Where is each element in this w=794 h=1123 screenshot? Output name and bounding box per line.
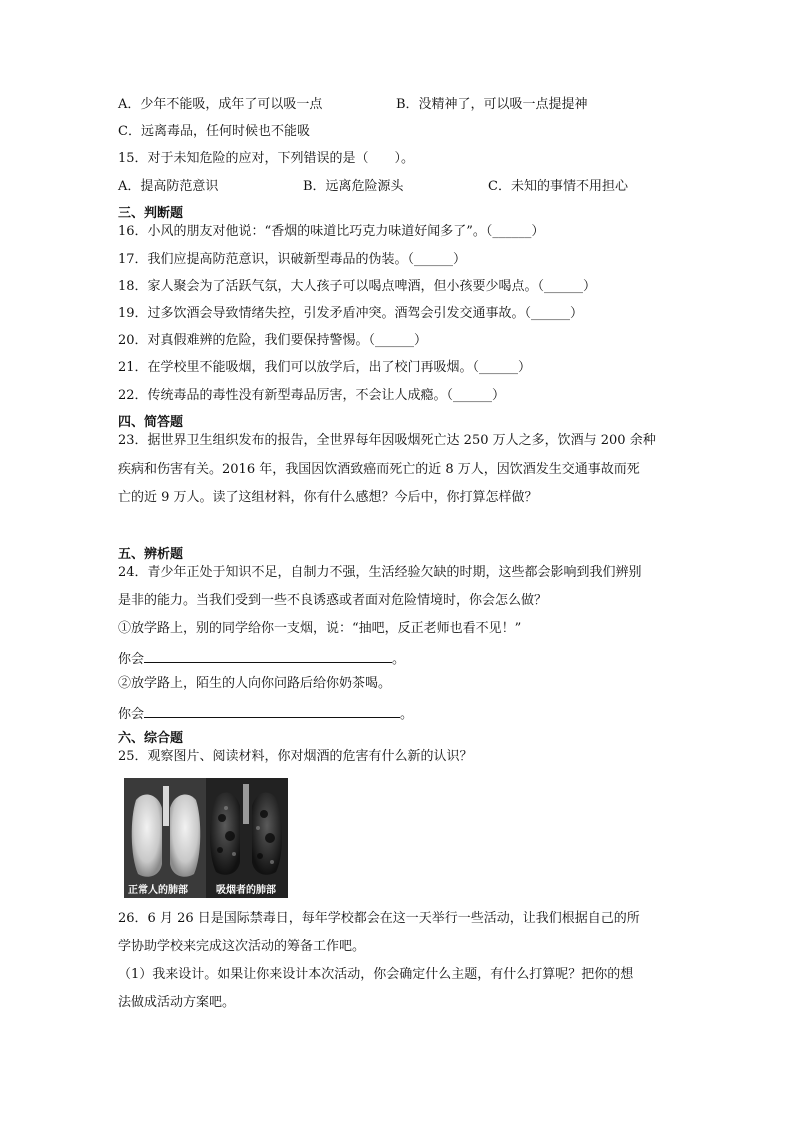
q19: 19．过多饮酒会导致情绪失控，引发矛盾冲突。酒驾会引发交通事故。（______） — [118, 306, 584, 321]
section-analysis-title: 五、辨析题 — [118, 547, 184, 562]
q15-stem: 15．对于未知危险的应对，下列错误的是（ ）。 — [118, 151, 415, 166]
q24-1-answer-blank[interactable] — [144, 648, 392, 663]
caption-normal-lung: 正常人的肺部 — [128, 885, 188, 896]
q24-sub-2-answer — [118, 703, 413, 724]
q24-line-1: 24．青少年正处于知识不足，自制力不强，生活经验欠缺的时期，这些都会影响到我们辨别 — [118, 565, 642, 580]
q24-sub-2: ②放学路上，陌生的人向你问路后给你奶茶喝。 — [118, 676, 392, 691]
smoker-left-lung — [210, 792, 240, 874]
q24-2-answer-blank[interactable] — [144, 703, 400, 718]
q26-line-2: 学协助学校来完成这次活动的筹备工作吧。 — [118, 939, 366, 954]
healthy-left-lung — [132, 794, 162, 876]
q25: 25．观察图片、阅读材料，你对烟酒的危害有什么新的认识？ — [118, 749, 473, 764]
section-judgement-title: 三、判断题 — [118, 206, 184, 221]
lung-comparison-photo — [124, 778, 288, 898]
q24-line-2: 是非的能力。当我们受到一些不良诱惑或者面对危险情境时，你会怎么做？ — [118, 593, 548, 608]
lung-illustration — [124, 778, 288, 898]
q21: 21．在学校里不能吸烟，我们可以放学后，出了校门再吸烟。（______） — [118, 360, 532, 375]
q23-line-1: 23．据世界卫生组织发布的报告，全世界每年因吸烟死亡达 250 万人之多，饮酒与 200 余种 — [118, 433, 656, 448]
q26-1-line-2: 法做成活动方案吧。 — [118, 995, 236, 1010]
section-short-answer-title: 四、简答题 — [118, 415, 184, 430]
q26-1-line-1: （1）我来设计。如果让你来设计本次活动，你会确定什么主题，有什么打算呢？把你的想 — [118, 967, 634, 982]
answer-prefix: 你会 — [118, 652, 145, 667]
answer-suffix: 。 — [392, 652, 406, 667]
answer-suffix: 。 — [400, 707, 414, 722]
q24-sub-1-answer — [118, 648, 405, 669]
q14-option-b: B．没精神了，可以吸一点提提神 — [396, 97, 588, 112]
q14-option-c: C．远离毒品，任何时候也不能吸 — [118, 124, 310, 139]
section-comprehensive-title: 六、综合题 — [118, 731, 184, 746]
q15-option-c: C．未知的事情不用担心 — [488, 179, 628, 194]
q23-line-3: 亡的近 9 万人。读了这组材料，你有什么感想？今后中，你打算怎样做？ — [118, 490, 538, 505]
answer-prefix: 你会 — [118, 707, 145, 722]
healthy-right-lung — [170, 794, 200, 876]
q16: 16．小风的朋友对他说：“香烟的味道比巧克力味道好闻多了”。（______） — [118, 224, 545, 239]
q17: 17．我们应提高防范意识，识破新型毒品的伪装。（______） — [118, 252, 467, 267]
q22: 22．传统毒品的毒性没有新型毒品厉害，不会让人成瘾。（______） — [118, 388, 506, 403]
q23-line-2: 疾病和伤害有关。2016 年，我国因饮酒致癌而死亡的近 8 万人，因饮酒发生交通事故而死 — [118, 462, 640, 477]
q18: 18．家人聚会为了活跃气氛，大人孩子可以喝点啤酒，但小孩要少喝点。（______） — [118, 279, 597, 294]
q14-option-a: A．少年不能吸，成年了可以吸一点 — [118, 97, 323, 112]
q15-option-a: A．提高防范意识 — [118, 179, 219, 194]
caption-smoker-lung: 吸烟者的肺部 — [216, 885, 276, 896]
smoker-right-lung — [252, 792, 282, 874]
q20: 20．对真假难辨的危险，我们要保持警惕。（______） — [118, 333, 428, 348]
q26-line-1: 26．6 月 26 日是国际禁毒日，每年学校都会在这一天举行一些活动，让我们根据自己的所 — [118, 911, 640, 926]
q15-option-b: B．远离危险源头 — [303, 179, 404, 194]
q24-sub-1: ①放学路上，别的同学给你一支烟，说：“抽吧，反正老师也看不见！” — [118, 621, 522, 636]
